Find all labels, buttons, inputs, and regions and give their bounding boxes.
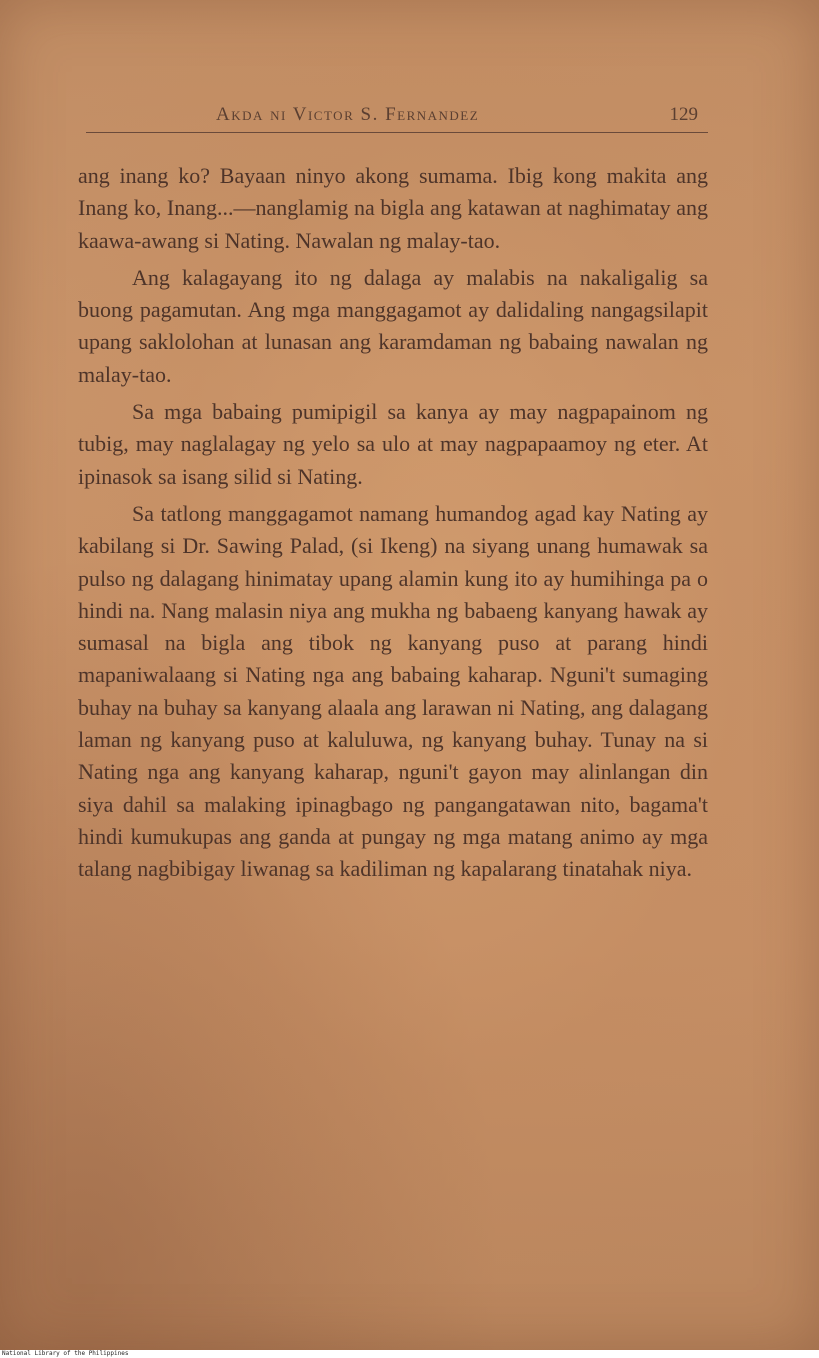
paragraph: Ang kalagayang ito ng dalaga ay malabis na nakaligalig sa buong pagamutan. Ang mga manggagamot ay dalidaling nangagsilapit upang saklolohan at lunasan ang karamdaman ng babaing nawalan ng malay-tao. — [78, 264, 708, 387]
header-rule — [86, 132, 708, 133]
running-header — [86, 100, 708, 130]
running-title: Akda ni Victor S. Fernandez — [216, 104, 480, 125]
footer-credit: National Library of the Philippines — [2, 1350, 129, 1357]
paragraph: Sa mga babaing pumipigil sa kanya ay may nagpapainom ng tubig, may naglalagay ng yelo sa ulo at may nagpapaamoy ng eter. At ipinasok sa isang silid si Nating. — [78, 399, 708, 489]
paragraph-continuation: ang inang ko? Bayaan ninyo akong sumama. Ibig kong makita ang Inang ko, Inang...—nanglamig na bigla ang katawan at naghimatay ang kaawa-awang si Nating. Nawalan ng malay-tao. — [78, 163, 708, 253]
body-text — [78, 160, 708, 886]
paragraph: Sa tatlong manggagamot namang humandog agad kay Nating ay kabilang si Dr. Sawing Palad, (si Ikeng) na siyang unang humawak sa pulso ng dalagang hinimatay upang alamin kung ito ay humihinga pa o hindi na. Nang malasin niya ang mukha ng babaeng kanyang hawak ay sumasal na bigla ang tibok ng kanyang puso at parang hindi mapaniwalaang si Nating nga ang babaing kaharap. Nguni't sumaging buhay na buhay sa kanyang alaala ang larawan ni Nating, ang dalagang laman ng kanyang puso at kaluluwa, ng kanyang buhay. Tunay na si Nating nga ang kanyang kaharap, nguni't gayon may alinlangan din siya dahil sa malaking ipinagbago ng pangangatawan nito, bagama't hindi kumukupas ang ganda at pungay ng mga matang animo ay mga talang nagbibigay liwanag sa kadiliman ng kapalarang tinatahak niya. — [78, 500, 708, 882]
page-number: 129 — [669, 104, 698, 125]
